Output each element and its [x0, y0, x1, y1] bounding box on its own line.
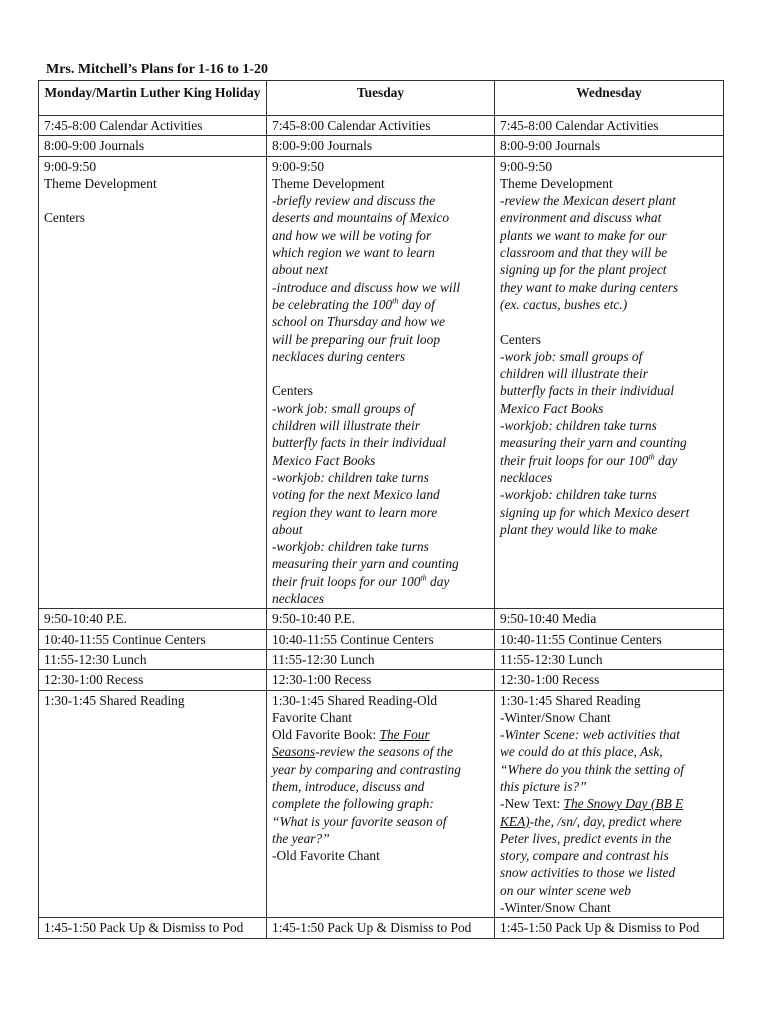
reading-line: -Winter/Snow Chant: [500, 709, 611, 725]
recess-row: [39, 670, 724, 690]
reading-line: -Winter/Snow Chant: [500, 900, 611, 916]
plan-line: plants we want to make for our: [500, 227, 667, 243]
centers-line: measuring their yarn and counting: [272, 556, 459, 572]
centers-line: region they want to learn more: [272, 504, 438, 520]
centers-line: about: [272, 521, 303, 537]
centers-line: Mexico Fact Books: [272, 452, 376, 468]
centers-line: butterfly facts in their individual: [272, 435, 447, 451]
reading-line: snow activities to those we listed: [500, 865, 676, 881]
pe-row: [39, 609, 724, 629]
header-tuesday: Tuesday: [267, 81, 495, 116]
reading-line: Peter lives, predict events in the: [500, 830, 672, 846]
reading-line: -Winter Scene: web activities that: [500, 727, 680, 743]
reading-line: them, introduce, discuss and: [272, 778, 425, 794]
centers-heading: Centers: [500, 331, 541, 347]
theme-time: 9:00-9:50: [44, 158, 97, 174]
continue-monday: 10:40-11:55 Continue Centers: [39, 629, 267, 649]
reading-line: on our winter scene web: [500, 882, 631, 898]
plan-line: -briefly review and discuss the: [272, 193, 436, 209]
centers-line: -work job: small groups of: [500, 348, 643, 364]
theme-heading: Theme Development: [500, 175, 613, 191]
lunch-monday: 11:55-12:30 Lunch: [39, 649, 267, 669]
theme-heading: Theme Development: [272, 175, 385, 191]
plan-line: deserts and mountains of Mexico: [272, 210, 450, 226]
journals-row: [39, 136, 724, 156]
plan-line: -introduce and discuss how we will: [272, 279, 461, 295]
calendar-tuesday: 7:45-8:00 Calendar Activities: [267, 116, 495, 136]
theme-time: 9:00-9:50: [500, 158, 553, 174]
calendar-monday: 7:45-8:00 Calendar Activities: [39, 116, 267, 136]
continue-tuesday: 10:40-11:55 Continue Centers: [267, 629, 495, 649]
plan-line: necklaces during centers: [272, 348, 406, 364]
centers-line: butterfly facts in their individual: [500, 383, 675, 399]
plan-line: which region we want to learn: [272, 245, 435, 261]
journals-tuesday: 8:00-9:00 Journals: [267, 136, 495, 156]
shared-reading-row: [39, 690, 724, 918]
media-wednesday: 9:50-10:40 Media: [495, 609, 724, 629]
centers-line: necklaces: [500, 469, 553, 485]
reading-line: KEA)-the, /sn/, day, predict where: [500, 813, 682, 829]
lunch-wednesday: 11:55-12:30 Lunch: [495, 649, 724, 669]
calendar-wednesday: 7:45-8:00 Calendar Activities: [495, 116, 724, 136]
dismiss-wednesday: 1:45-1:50 Pack Up & Dismiss to Pod: [495, 918, 724, 938]
centers-line: -workjob: children take turns: [272, 469, 429, 485]
plan-line: school on Thursday and how we: [272, 314, 445, 330]
theme-wednesday: [495, 156, 724, 609]
recess-tuesday: 12:30-1:00 Recess: [267, 670, 495, 690]
recess-monday: 12:30-1:00 Recess: [39, 670, 267, 690]
reading-line: 1:30-1:45 Shared Reading: [500, 692, 641, 708]
reading-line: “What is your favorite season of: [272, 813, 447, 829]
plan-line: about next: [272, 262, 329, 278]
plan-line: environment and discuss what: [500, 210, 662, 226]
centers-line: plant they would like to make: [500, 521, 658, 537]
book-title: The Four: [379, 727, 430, 743]
centers-line: their fruit loops for our 100th day: [272, 573, 450, 589]
reading-line: Old Favorite Book: The Four: [272, 727, 430, 743]
continue-centers-row: [39, 629, 724, 649]
centers-line: voting for the next Mexico land: [272, 487, 440, 503]
centers-line: necklaces: [272, 591, 325, 607]
centers-line: -work job: small groups of: [272, 400, 415, 416]
plan-line: will be preparing our fruit loop: [272, 331, 441, 347]
dismiss-tuesday: 1:45-1:50 Pack Up & Dismiss to Pod: [267, 918, 495, 938]
reading-line: we could do at this place, Ask,: [500, 744, 663, 760]
header-monday: Monday/Martin Luther King Holiday: [39, 81, 267, 116]
header-row: [39, 81, 724, 116]
centers-line: -workjob: children take turns: [272, 539, 429, 555]
centers-heading: Centers: [272, 383, 313, 399]
centers-line: measuring their yarn and counting: [500, 435, 687, 451]
journals-wednesday: 8:00-9:00 Journals: [495, 136, 724, 156]
reading-line: complete the following graph:: [272, 796, 434, 812]
theme-row: [39, 156, 724, 609]
reading-line: -New Text: The Snowy Day (BB E: [500, 796, 684, 812]
theme-time: 9:00-9:50: [272, 158, 325, 174]
reading-line: story, compare and contrast his: [500, 848, 669, 864]
dismiss-row: [39, 918, 724, 938]
plan-line: classroom and that they will be: [500, 245, 668, 261]
calendar-row: [39, 116, 724, 136]
journals-monday: 8:00-9:00 Journals: [39, 136, 267, 156]
header-wednesday: Wednesday: [495, 81, 724, 116]
reading-line: Favorite Chant: [272, 709, 352, 725]
reading-monday: 1:30-1:45 Shared Reading: [39, 690, 267, 918]
centers-line: children will illustrate their: [500, 366, 648, 382]
centers-line: -workjob: children take turns: [500, 487, 657, 503]
reading-line: year by comparing and contrasting: [272, 761, 461, 777]
book-title: Seasons: [272, 744, 316, 760]
dismiss-monday: 1:45-1:50 Pack Up & Dismiss to Pod: [39, 918, 267, 938]
theme-tuesday: [267, 156, 495, 609]
theme-heading: Theme Development: [44, 175, 157, 191]
centers-line: -workjob: children take turns: [500, 418, 657, 434]
pe-monday: 9:50-10:40 P.E.: [39, 609, 267, 629]
book-title: The Snowy Day: [563, 796, 648, 812]
reading-line: Seasons-review the seasons of the: [272, 744, 453, 760]
reading-line: the year?”: [272, 830, 330, 846]
reading-line: -Old Favorite Chant: [272, 848, 380, 864]
recess-wednesday: 12:30-1:00 Recess: [495, 670, 724, 690]
continue-wednesday: 10:40-11:55 Continue Centers: [495, 629, 724, 649]
centers-line: children will illustrate their: [272, 418, 420, 434]
plan-line: -review the Mexican desert plant: [500, 193, 676, 209]
plan-line: be celebrating the 100th day of: [272, 296, 435, 312]
plan-line: they want to make during centers: [500, 279, 679, 295]
document-title: Mrs. Mitchell’s Plans for 1-16 to 1-20: [46, 62, 269, 77]
reading-tuesday: [267, 690, 495, 918]
theme-monday: [39, 156, 267, 609]
pe-tuesday: 9:50-10:40 P.E.: [267, 609, 495, 629]
reading-line: “Where do you think the setting of: [500, 761, 684, 777]
lesson-plan-table: [38, 80, 724, 939]
centers-line: Mexico Fact Books: [500, 400, 604, 416]
reading-line: this picture is?”: [500, 778, 587, 794]
centers-heading: Centers: [44, 210, 85, 226]
plan-line: signing up for the plant project: [500, 262, 667, 278]
plan-line: (ex. cactus, bushes etc.): [500, 296, 628, 312]
centers-line: their fruit loops for our 100th day: [500, 452, 678, 468]
plan-line: and how we will be voting for: [272, 227, 432, 243]
lunch-row: [39, 649, 724, 669]
reading-line: 1:30-1:45 Shared Reading-Old: [272, 692, 438, 708]
lunch-tuesday: 11:55-12:30 Lunch: [267, 649, 495, 669]
centers-line: signing up for which Mexico desert: [500, 504, 690, 520]
reading-wednesday: [495, 690, 724, 918]
